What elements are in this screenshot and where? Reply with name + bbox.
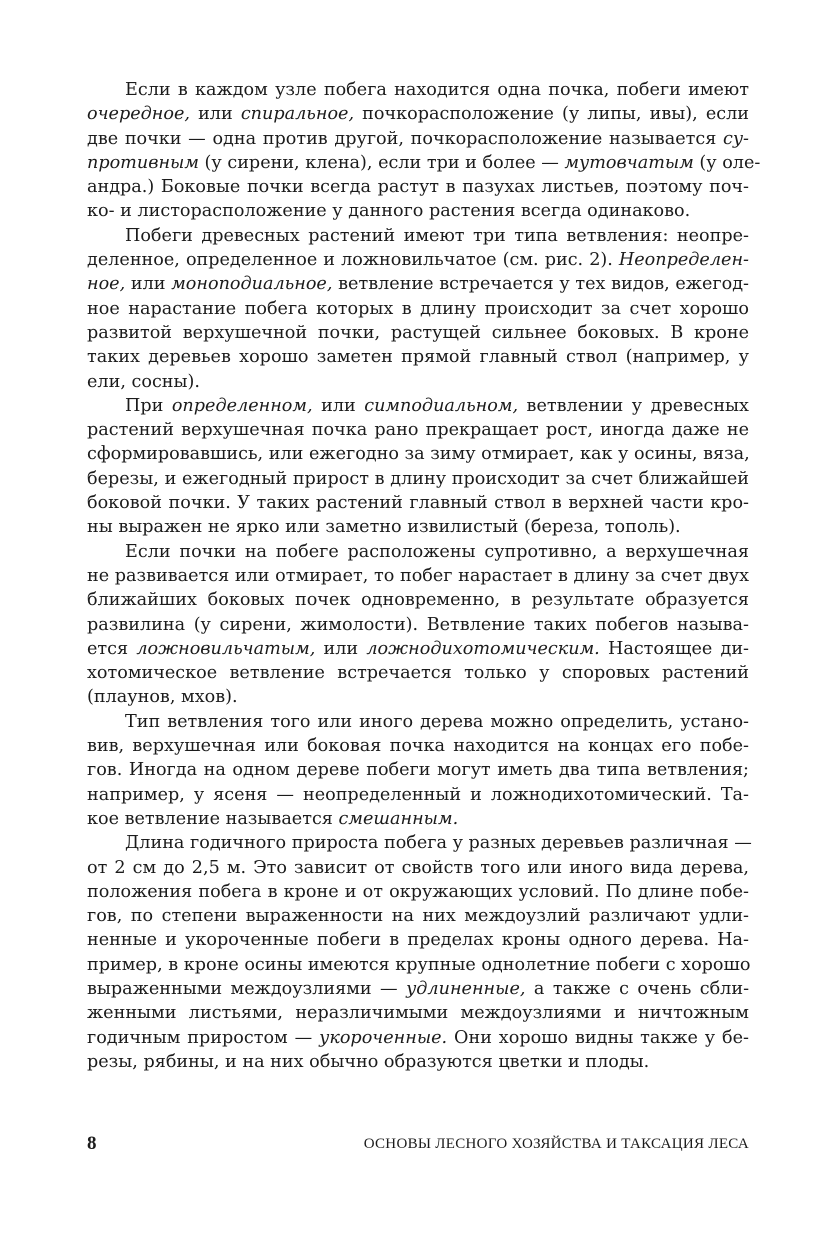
- text-line: ное нарастание побега которых в длину происходит за счет хорошо: [87, 298, 749, 319]
- paragraph: [87, 224, 749, 394]
- text-line: развитой верхушечной почки, растущей сильнее боковых. В кроне: [87, 322, 749, 343]
- text-line: ется ложновильчатым, или ложнодихотомическим. Настоящее ди-: [87, 638, 749, 659]
- paragraph: [87, 394, 749, 540]
- text-line: Побеги древесных растений имеют три типа ветвления: неопре-: [125, 225, 749, 246]
- text-line: вив, верхушечная или боковая почка находится на концах его побе-: [87, 736, 749, 757]
- text-line: очередное, или спиральное, почкорасположение (у липы, ивы), если: [87, 104, 749, 125]
- text-line: ное, или моноподиальное, ветвление встречается у тех видов, ежегод-: [87, 274, 749, 295]
- text-line: андра.) Боковые почки всегда растут в пазухах листьев, поэтому поч-: [87, 177, 749, 198]
- text-line: от 2 см до 2,5 м. Это зависит от свойств того или иного вида дерева,: [87, 857, 749, 878]
- text-line: ны выражен не ярко или заметно извилистый (береза, тополь).: [87, 517, 681, 538]
- text-line: положения побега в кроне и от окружающих условий. По длине побе-: [87, 881, 749, 902]
- page-footer: [87, 1133, 749, 1157]
- text-line: ближайших боковых почек одновременно, в результате образуется: [87, 590, 749, 611]
- text-line: например, у ясеня — неопределенный и ложнодихотомический. Та-: [87, 784, 749, 805]
- running-title: ОСНОВЫ ЛЕСНОГО ХОЗЯЙСТВА И ТАКСАЦИЯ ЛЕСА: [363, 1136, 749, 1152]
- text-line: березы, и ежегодный прирост в длину происходит за счет ближайшей: [87, 468, 749, 489]
- text-line: Длина годичного прироста побега у разных деревьев различная —: [125, 833, 752, 854]
- text-line: две почки — одна против другой, почкорасположение называется су-: [87, 128, 749, 149]
- text-line: хотомическое ветвление встречается только у споровых растений: [87, 663, 749, 684]
- text-line: годичным приростом — укороченные. Они хорошо видны также у бе-: [87, 1027, 749, 1048]
- text-line: выраженными междоузлиями — удлиненные, а также с очень сбли-: [87, 978, 750, 999]
- text-line: таких деревьев хорошо заметен прямой главный ствол (например, у: [87, 347, 749, 368]
- text-line: сформировавшись, или ежегодно за зиму отмирает, как у осины, вяза,: [87, 444, 750, 465]
- text-line: развилина (у сирени, жимолости). Ветвление таких побегов называ-: [87, 614, 749, 635]
- text-line: деленное, определенное и ложновильчатое (см. рис. 2). Неопределен-: [87, 250, 749, 271]
- text-line: Тип ветвления того или иного дерева можно определить, устано-: [125, 711, 749, 732]
- paragraph: [87, 540, 749, 710]
- paragraph: [87, 710, 749, 831]
- text-line: гов, по степени выраженности на них междоузлий различают удли-: [87, 906, 749, 927]
- text-line: пример, в кроне осины имеются крупные однолетние побеги с хорошо: [87, 954, 751, 975]
- text-line: женными листьями, неразличимыми междоузлиями и ничтожным: [87, 1003, 749, 1024]
- paragraph: [87, 78, 761, 224]
- text-line: резы, рябины, и на них обычно образуются цветки и плоды.: [87, 1051, 650, 1072]
- text-line: противным (у сирени, клена), если три и более — мутовчатым (у оле-: [87, 152, 761, 173]
- text-line: При определенном, или симподиальном, ветвлении у древесных: [125, 395, 749, 416]
- text-line: растений верхушечная почка рано прекращает рост, иногда даже не: [87, 420, 749, 441]
- text-line: гов. Иногда на одном дереве побеги могут иметь два типа ветвления;: [87, 760, 749, 781]
- text-line: кое ветвление называется смешанным.: [87, 808, 459, 829]
- text-line: (плаунов, мхов).: [87, 687, 238, 708]
- text-line: Если почки на побеге расположены супротивно, а верхушечная: [125, 541, 749, 562]
- body-text: [87, 78, 761, 1074]
- text-line: боковой почки. У таких растений главный ствол в верхней части кро-: [87, 493, 749, 514]
- text-line: Если в каждом узле побега находится одна почка, побеги имеют: [125, 80, 749, 100]
- text-line: ненные и укороченные побеги в пределах кроны одного дерева. На-: [87, 930, 749, 951]
- text-line: не развивается или отмирает, то побег нарастает в длину за счет двух: [87, 565, 749, 586]
- text-line: ко- и листорасположение у данного растения всегда одинаково.: [87, 201, 691, 222]
- text-line: ели, сосны).: [87, 371, 200, 392]
- paragraph: [87, 831, 752, 1074]
- page-number: 8: [87, 1133, 97, 1154]
